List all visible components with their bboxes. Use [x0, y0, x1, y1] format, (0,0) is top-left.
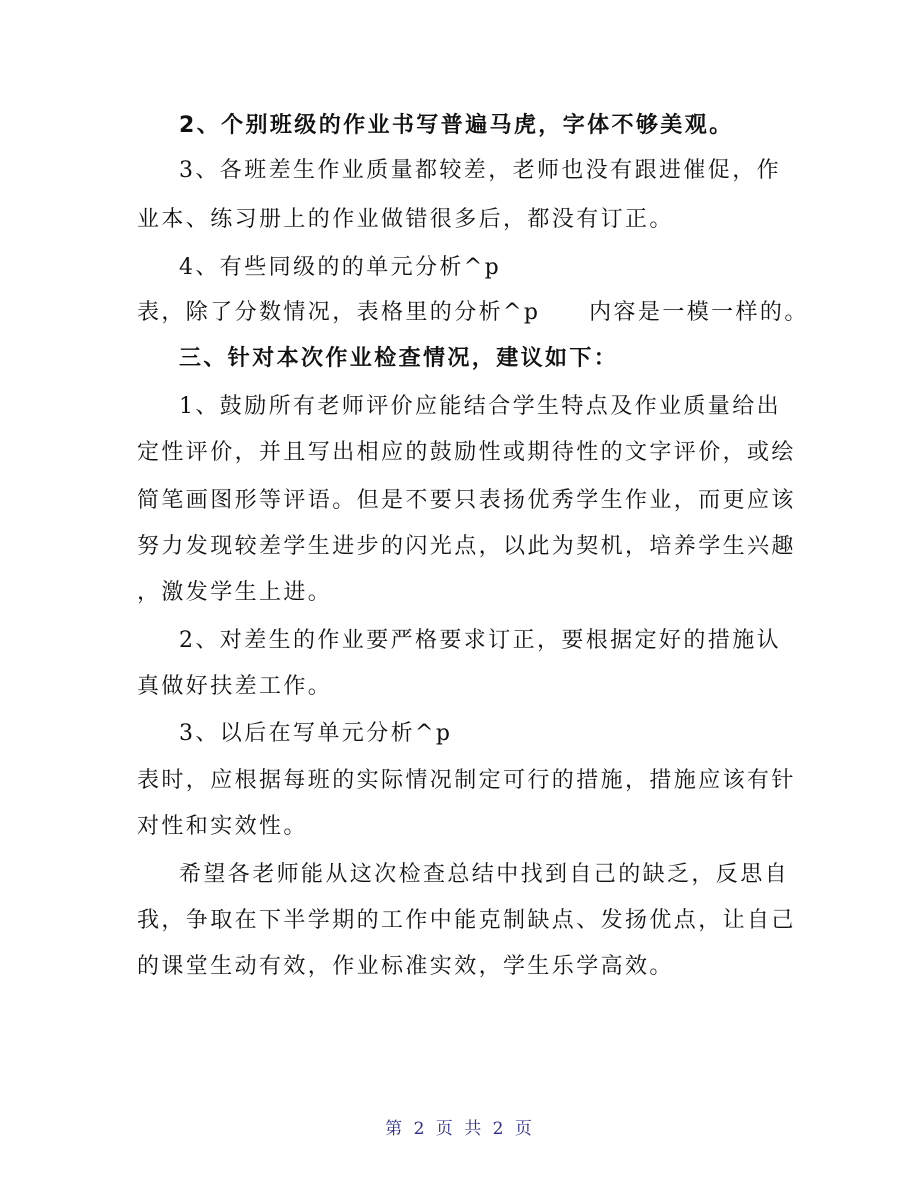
paragraph-line-16: 对性和实效性。: [137, 814, 308, 839]
paragraph-line-12: 2、对差生的作业要严格要求订正，要根据定好的措施认: [179, 628, 781, 653]
paragraph-line-17: 希望各老师能从这次检查总结中找到自己的缺乏，反思自: [179, 862, 790, 887]
paragraph-line-5: 表，除了分数情况，表格里的分析^p 内容是一模一样的。: [137, 300, 809, 325]
paragraph-line-2: 3、各班差生作业质量都较差，老师也没有跟进催促，作: [179, 158, 781, 183]
paragraph-line-19: 的课堂生动有效，作业标准实效，学生乐学高效。: [137, 954, 674, 979]
paragraph-line-7: 1、鼓励所有老师评价应能结合学生特点及作业质量给出: [179, 394, 781, 419]
paragraph-line-13: 真做好扶差工作。: [137, 674, 333, 699]
paragraph-line-18: 我，争取在下半学期的工作中能克制缺点、发扬优点，让自己: [137, 908, 796, 933]
paragraph-line-11: ，激发学生上进。: [137, 580, 333, 605]
paragraph-line-8: 定性评价，并且写出相应的鼓励性或期待性的文字评价，或绘: [137, 440, 796, 465]
paragraph-line-15: 表时，应根据每班的实际情况制定可行的措施，措施应该有针: [137, 768, 796, 793]
paragraph-line-1: 2、个别班级的作业书写普遍马虎，字体不够美观。: [179, 113, 734, 138]
paragraph-line-4: 4、有些同级的的单元分析^p: [179, 255, 502, 280]
paragraph-line-3: 业本、练习册上的作业做错很多后，都没有订正。: [137, 207, 674, 232]
page-footer: 第 2 页 共 2 页: [385, 1119, 535, 1139]
paragraph-line-10: 努力发现较差学生进步的闪光点，以此为契机，培养学生兴趣: [137, 534, 796, 559]
paragraph-line-9: 简笔画图形等评语。但是不要只表扬优秀学生作业，而更应该: [137, 488, 796, 513]
section-heading: 三、针对本次作业检查情况，建议如下：: [179, 346, 619, 371]
paragraph-line-14: 3、以后在写单元分析^p: [179, 721, 453, 746]
